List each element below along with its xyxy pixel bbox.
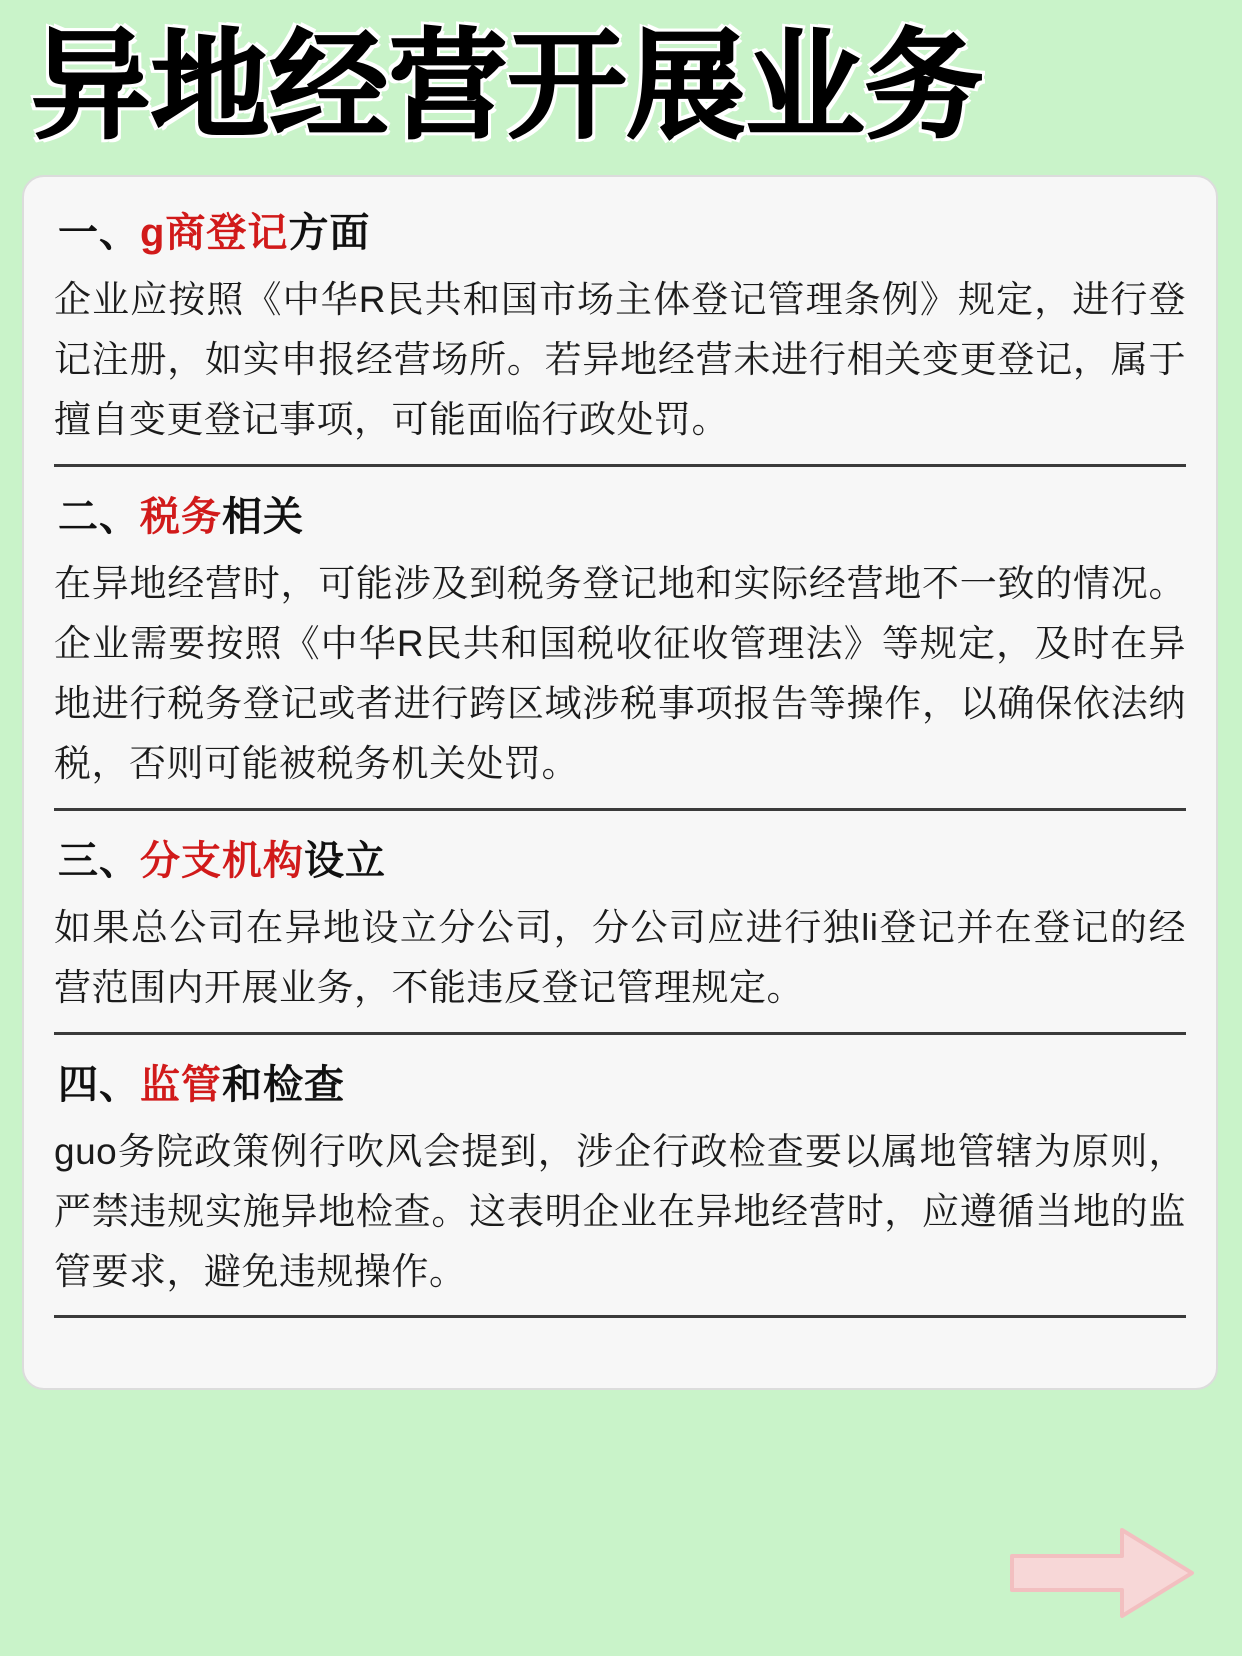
section-branch-setup <box>54 811 1186 1035</box>
section-heading-rest: 和检查 <box>222 1062 345 1107</box>
section-body: 企业应按照《中华R民共和国市场主体登记管理条例》规定，进行登记注册，如实申报经营场所。若异地经营未进行相关变更登记，属于擅自变更登记事项，可能面临行政处罚。 <box>54 279 1186 441</box>
section-supervision <box>54 1035 1186 1319</box>
section-number: 二、 <box>58 495 140 540</box>
section-body: guo务院政策例行吹风会提到，涉企行政检查要以属地管辖为原则，严禁违规实施异地检查。这表明企业在异地经营时，应遵循当地的监管要求，避免违规操作。 <box>54 1130 1186 1292</box>
section-tax <box>54 467 1186 811</box>
section-number: 四、 <box>58 1062 140 1107</box>
next-page-arrow[interactable] <box>1002 1518 1202 1628</box>
section-body: 如果总公司在异地设立分公司，分公司应进行独li登记并在登记的经营范围内开展业务，不能违反登记管理规定。 <box>54 906 1186 1008</box>
section-heading-highlight: 税务 <box>140 495 222 540</box>
section-business-registration <box>54 183 1186 467</box>
section-heading-highlight: g商登记 <box>140 211 289 256</box>
section-heading-rest: 设立 <box>304 838 386 883</box>
section-number: 三、 <box>58 838 140 883</box>
section-heading <box>58 485 1186 542</box>
section-heading <box>58 829 1186 886</box>
section-heading-rest: 相关 <box>222 495 304 540</box>
section-heading-rest: 方面 <box>288 211 371 256</box>
content-card <box>22 175 1218 1390</box>
page-title: 异地经营开展业务 <box>32 21 985 153</box>
section-heading-highlight: 监管 <box>140 1062 222 1107</box>
section-number: 一、 <box>58 211 140 256</box>
section-heading <box>58 1053 1186 1110</box>
section-heading-highlight: 分支机构 <box>140 838 304 883</box>
section-body: 在异地经营时，可能涉及到税务登记地和实际经营地不一致的情况。企业需要按照《中华R民共和国税收征收管理法》等规定，及时在异地进行税务登记或者进行跨区域涉税事项报告等操作，以确保依法纳税，否则可能被税务机关处罚。 <box>54 563 1186 784</box>
card-bottom-spacer <box>54 1318 1186 1364</box>
section-heading <box>58 201 1186 258</box>
